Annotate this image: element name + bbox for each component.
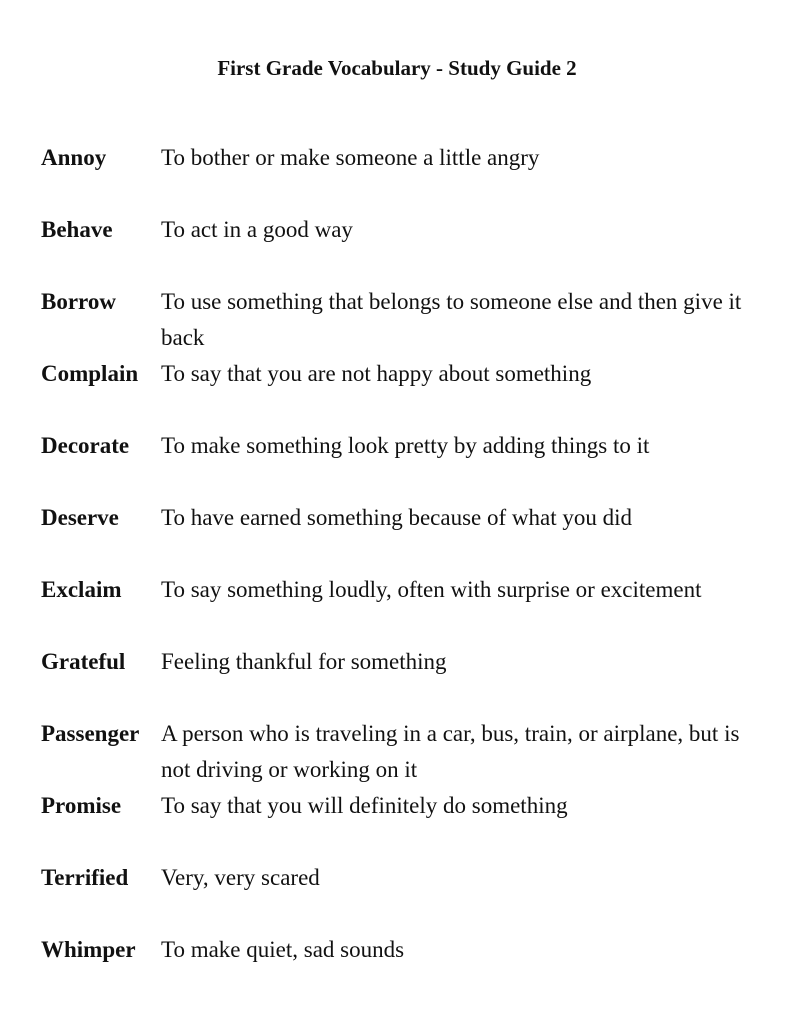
vocab-definition: To act in a good way — [161, 217, 353, 242]
vocab-definition: To have earned something because of what you did — [161, 505, 633, 530]
vocab-definition: To make something look pretty by adding things to it — [161, 433, 650, 458]
vocab-entry — [41, 428, 761, 464]
page-title: First Grade Vocabulary - Study Guide 2 — [217, 56, 577, 80]
vocab-term: Deserve — [41, 505, 119, 530]
vocab-definition: Very, very scared — [161, 865, 320, 890]
vocab-entry — [41, 500, 761, 536]
vocab-term: Grateful — [41, 649, 126, 674]
vocab-entry — [41, 140, 761, 176]
vocab-term: Passenger — [41, 721, 140, 746]
vocab-entry — [41, 356, 761, 392]
vocab-term: Complain — [41, 361, 139, 386]
vocab-entry — [41, 284, 761, 356]
vocab-entry — [41, 716, 761, 788]
vocab-term: Borrow — [41, 289, 116, 314]
vocab-definition: To use something that belongs to someone else and then give it back — [161, 289, 742, 350]
vocab-definition: To bother or make someone a little angry — [161, 145, 540, 170]
vocab-term: Behave — [41, 217, 113, 242]
vocab-definition: To say that you will definitely do something — [161, 793, 568, 818]
vocab-term: Exclaim — [41, 577, 122, 602]
vocab-entry — [41, 932, 761, 968]
vocab-term: Terrified — [41, 865, 129, 890]
vocab-entry — [41, 860, 761, 896]
vocab-entry — [41, 212, 761, 248]
vocab-term: Whimper — [41, 937, 136, 962]
vocab-term: Annoy — [41, 145, 107, 170]
vocab-definition: To say something loudly, often with surprise or excitement — [161, 577, 702, 602]
vocab-definition: Feeling thankful for something — [161, 649, 447, 674]
vocab-definition: To say that you are not happy about something — [161, 361, 592, 386]
vocab-definition: To make quiet, sad sounds — [161, 937, 405, 962]
vocab-entry — [41, 572, 761, 608]
vocab-definition: A person who is traveling in a car, bus, train, or airplane, but is not driving or working on it — [161, 721, 740, 782]
vocab-term: Decorate — [41, 433, 130, 458]
vocab-term: Promise — [41, 793, 122, 818]
vocab-entry — [41, 644, 761, 680]
vocab-entry — [41, 788, 761, 824]
